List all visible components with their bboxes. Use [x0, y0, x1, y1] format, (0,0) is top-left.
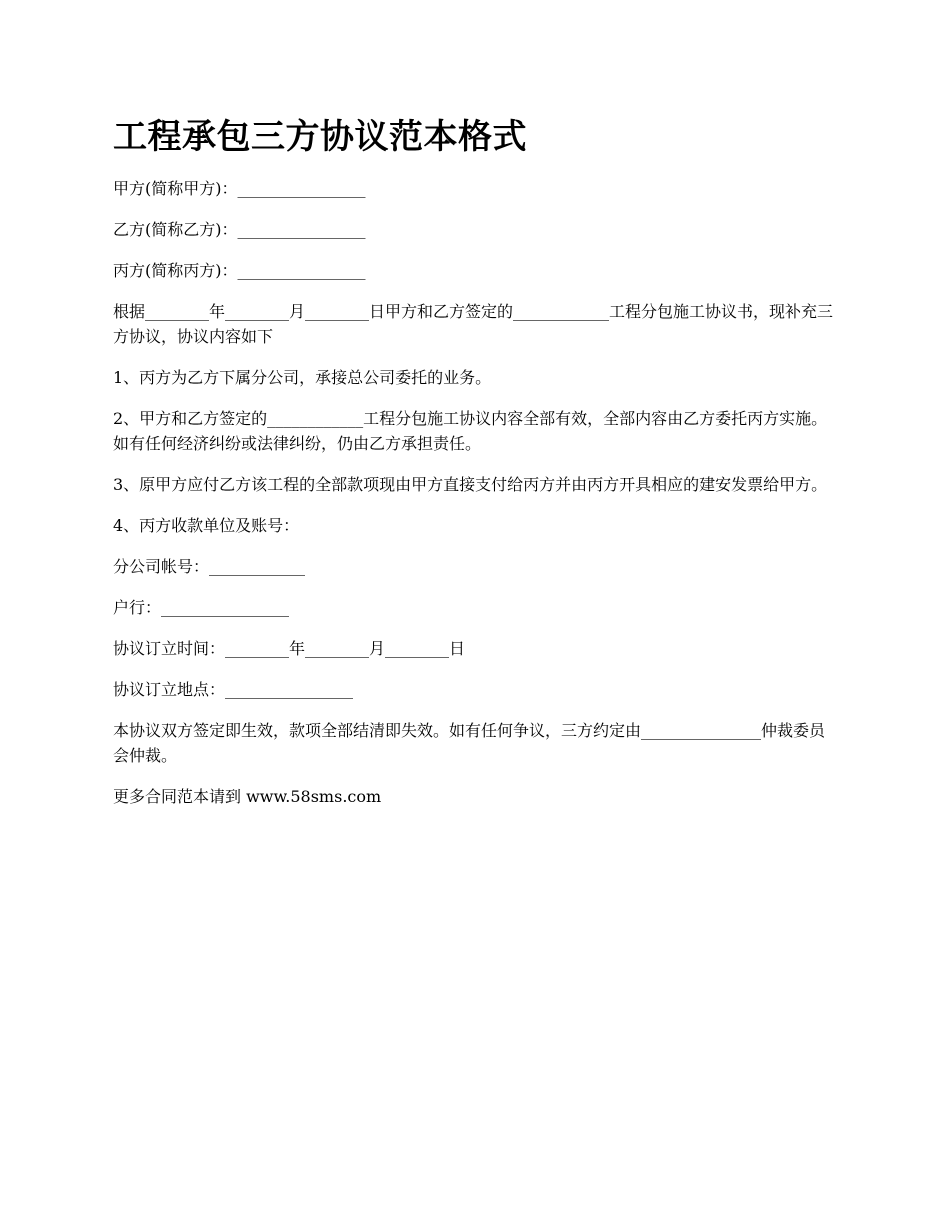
intro-paragraph: 根据________年________月________日甲方和乙方签定的____________工程分包施工协议书，现补充三方协议，协议内容如下	[113, 302, 834, 346]
party-c-line: 丙方(简称丙方)：________________	[113, 261, 366, 280]
document-page	[113, 112, 838, 825]
clause-2: 2、甲方和乙方签定的____________工程分包施工协议内容全部有效，全部内容由乙方委托丙方实施。如有任何经济纠纷或法律纠纷，仍由乙方承担责任。	[113, 409, 828, 453]
bank-line: 户行：________________	[113, 598, 290, 617]
party-a-line: 甲方(简称甲方)：________________	[113, 179, 366, 198]
account-line: 分公司帐号：____________	[113, 557, 306, 576]
footer-link-text: 更多合同范本请到 www.58sms.com	[113, 787, 382, 806]
clause-1: 1、丙方为乙方下属分公司，承接总公司委托的业务。	[113, 368, 492, 387]
agreement-place-line: 协议订立地点：________________	[113, 680, 354, 699]
document-title: 工程承包三方协议范本格式	[113, 117, 527, 157]
party-b-line: 乙方(简称乙方)：________________	[113, 220, 366, 239]
effect-clause: 本协议双方签定即生效，款项全部结清即失效。如有任何争议，三方约定由_______________仲裁委员会仲裁。	[113, 721, 826, 765]
agreement-date-line: 协议订立时间：________年________月________日	[113, 639, 466, 658]
clause-3: 3、原甲方应付乙方该工程的全部款项现由甲方直接支付给丙方并由丙方开具相应的建安发票给甲方。	[113, 475, 828, 494]
clause-4: 4、丙方收款单位及账号：	[113, 516, 300, 535]
